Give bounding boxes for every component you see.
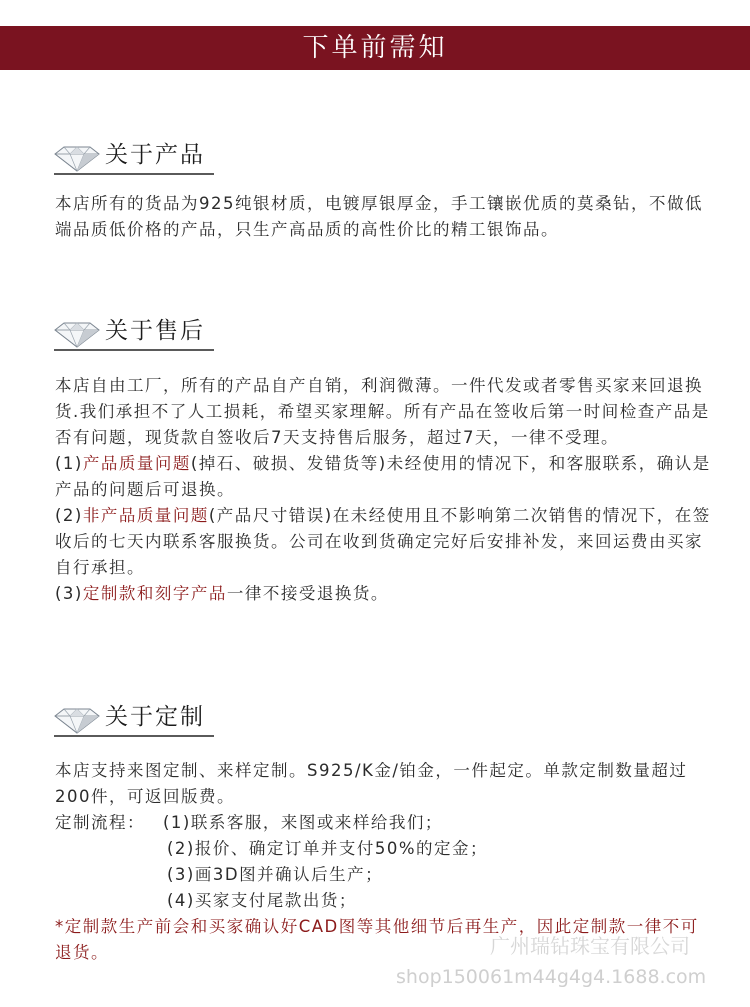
after-sales-item-1 — [55, 451, 715, 503]
banner-title: 下单前需知 — [302, 33, 448, 63]
after-sales-item-2 — [55, 503, 715, 581]
section-heading-after-sales — [54, 316, 216, 352]
section-underline — [54, 349, 214, 351]
custom-step-1 — [55, 810, 715, 836]
process-label: 定制流程： — [55, 813, 145, 832]
item-prefix: (3) — [55, 584, 83, 603]
section-title: 关于产品 — [105, 142, 205, 168]
item-text: (产品尺寸错误)在未经使用且不影响第二次销售的情况下，在签收后的七天内联系客服换货。公司在收到货确定完好后安排补发，来回运费由买家自行承担。 — [55, 506, 711, 577]
diamond-icon — [54, 708, 100, 734]
product-body: 本店所有的货品为925纯银材质，电镀厚银厚金，手工镶嵌优质的莫桑钻，不做低端品质低价格的产品，只生产高品质的高性价比的精工银饰品。 — [55, 194, 703, 239]
section-underline — [54, 735, 214, 737]
item-highlight: 定制款和刻字产品 — [82, 584, 227, 603]
diamond-icon — [54, 146, 100, 172]
page-banner — [0, 26, 750, 70]
custom-step-4: (4)买家支付尾款出货； — [167, 891, 357, 910]
item-highlight: 非产品质量问题 — [82, 506, 209, 525]
item-text: 一律不接受退换货。 — [226, 584, 389, 603]
section-underline — [54, 173, 214, 175]
item-prefix: (2) — [55, 506, 83, 525]
product-description — [55, 191, 715, 243]
after-sales-description — [55, 373, 715, 607]
watermark-shop: shop150061m44g4g4.1688.com — [396, 966, 707, 988]
after-sales-item-3 — [55, 581, 715, 607]
diamond-icon — [54, 322, 100, 348]
custom-note: *定制款生产前会和买家确认好CAD图等其他细节后再生产，因此定制款一律不可退货。 — [55, 917, 699, 962]
watermark-company: 广州瑞钻珠宝有限公司 — [490, 934, 690, 958]
section-title: 关于售后 — [105, 318, 205, 344]
item-text: (掉石、破损、发错货等)未经使用的情况下，和客服联系，确认是产品的问题后可退换。 — [55, 454, 711, 499]
section-heading-product — [54, 140, 216, 176]
item-highlight: 产品质量问题 — [82, 454, 191, 473]
step-text: (1)联系客服，来图或来样给我们； — [163, 813, 443, 832]
custom-intro: 本店支持来图定制、来样定制。S925/K金/铂金，一件起定。单款定制数量超过200件，可返回版费。 — [55, 761, 688, 806]
after-sales-intro: 本店自由工厂，所有的产品自产自销，利润微薄。一件代发或者零售买家来回退换货.我们承担不了人工损耗，希望买家理解。所有产品在签收后第一时间检查产品是否有问题，现货款自签收后7天支持售后服务，超过7天，一律不受理。 — [55, 376, 710, 447]
section-heading-custom — [54, 702, 216, 738]
custom-step-2: (2)报价、确定订单并支付50%的定金； — [167, 839, 489, 858]
section-title: 关于定制 — [105, 704, 205, 730]
item-prefix: (1) — [55, 454, 83, 473]
custom-step-3: (3)画3D图并确认后生产； — [167, 865, 384, 884]
